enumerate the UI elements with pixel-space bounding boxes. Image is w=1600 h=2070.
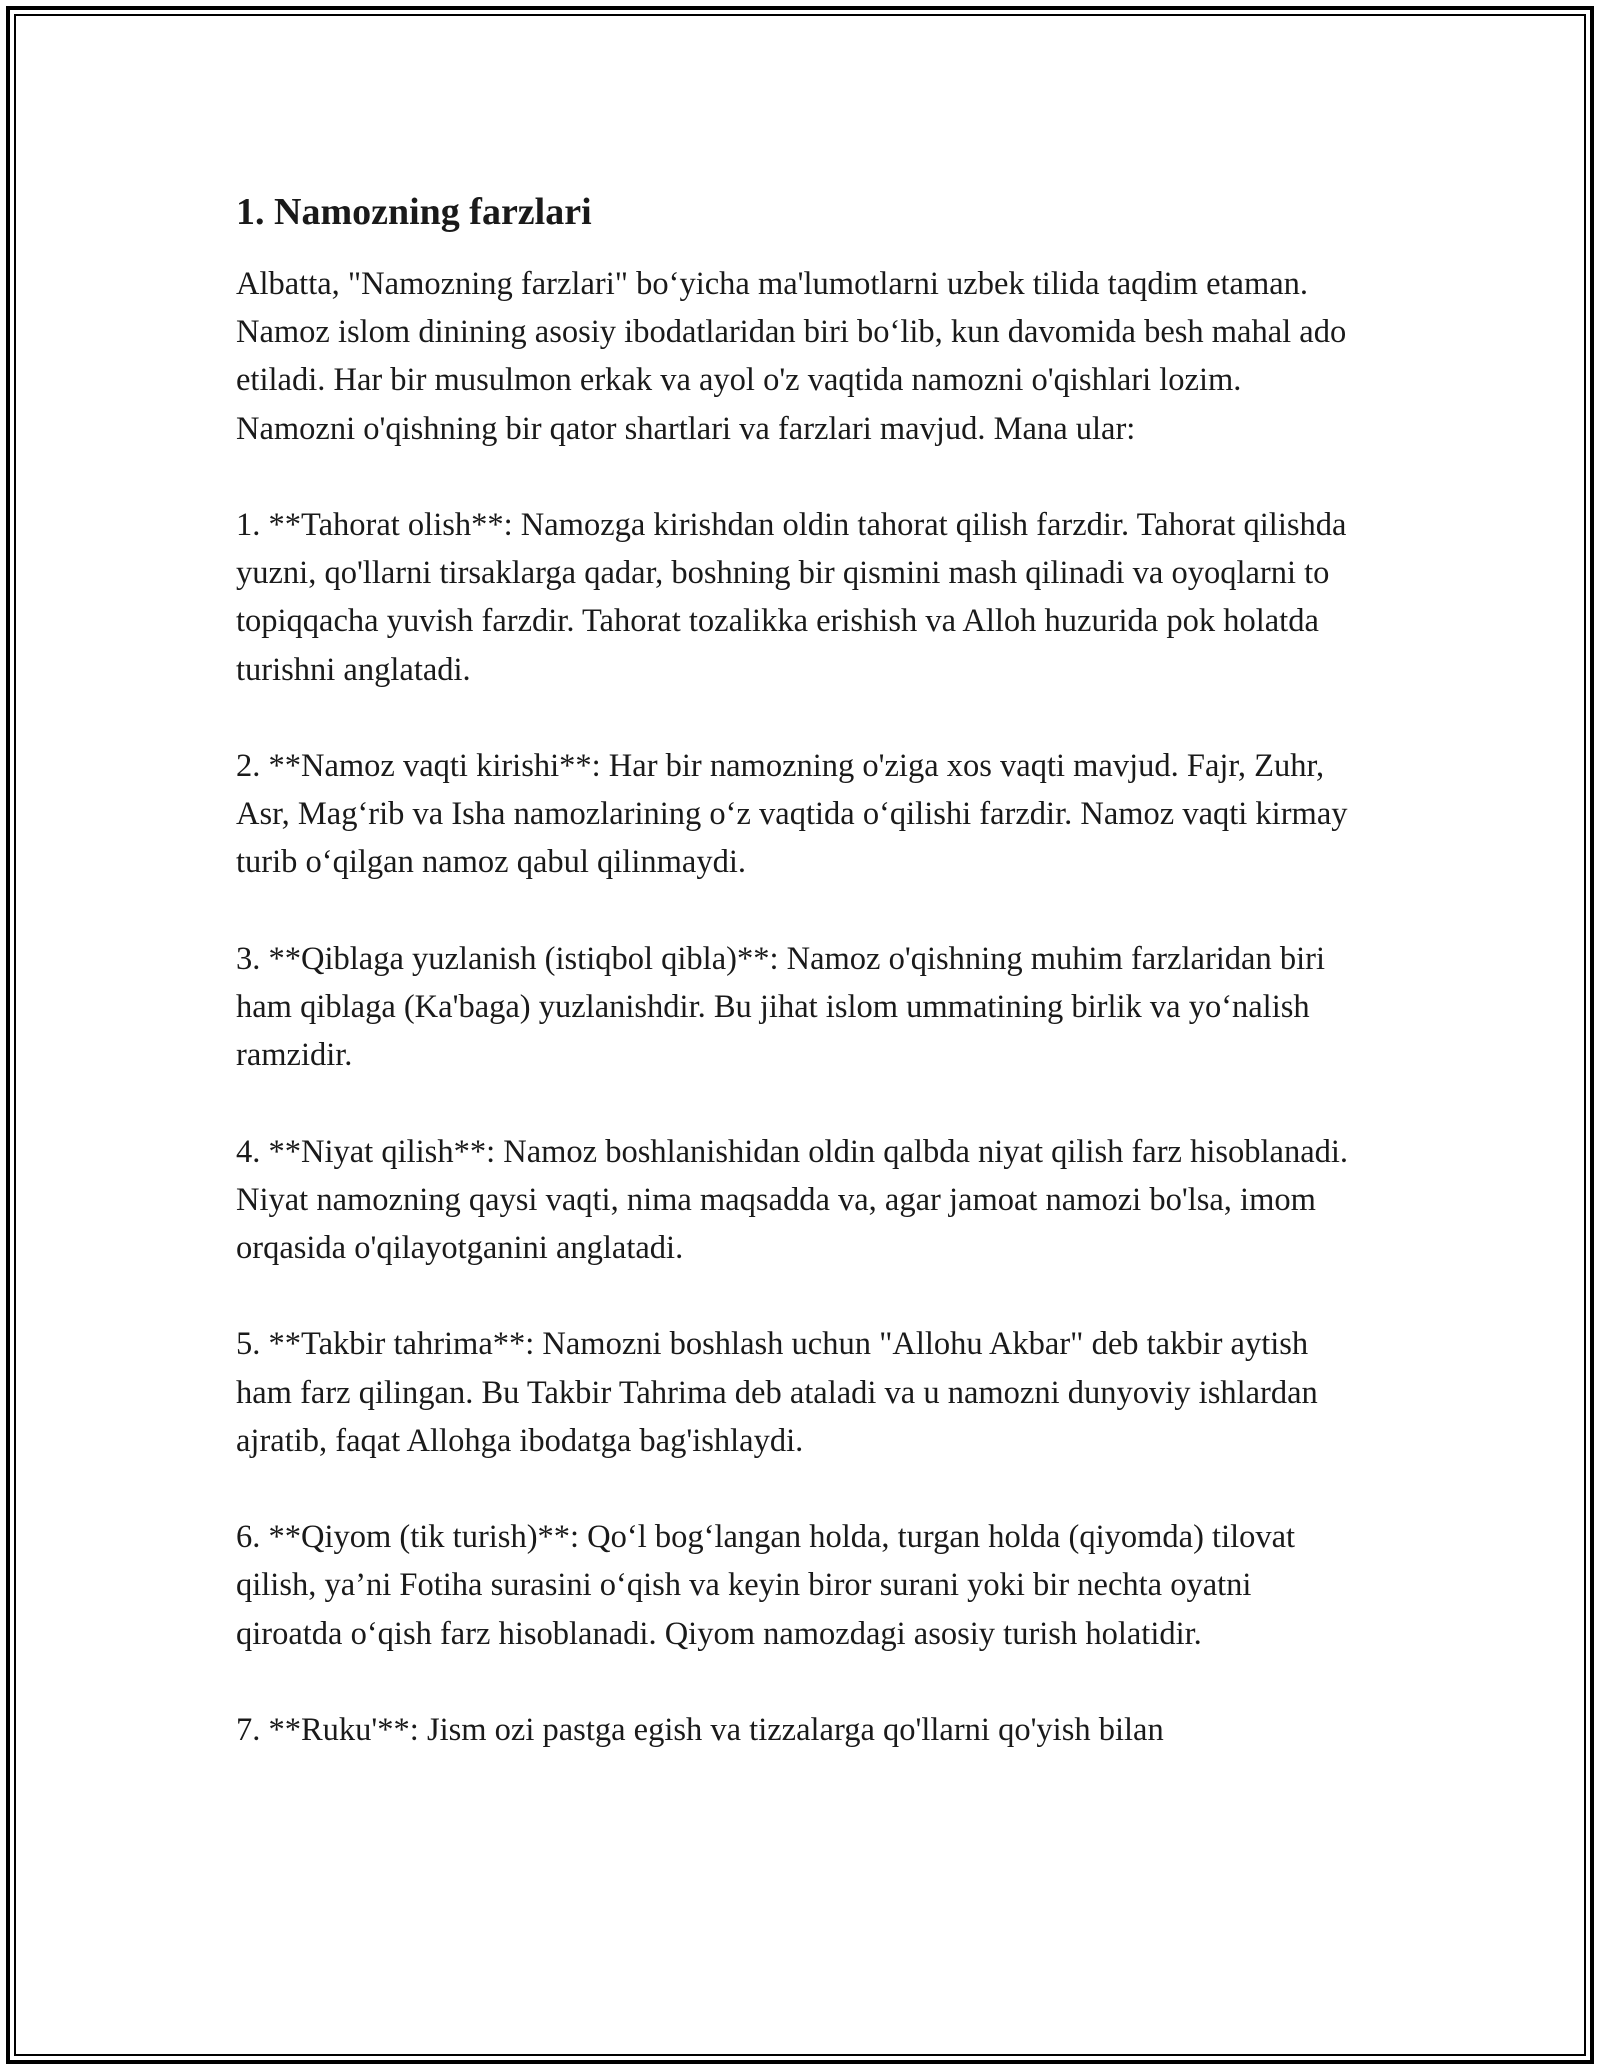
paragraph-item-1: 1. **Tahorat olish**: Namozga kirishdan oldin tahorat qilish farzdir. Tahorat qilishda yuzni, qo'llarni tirsaklarga qadar, boshning bir qismini mash qilinadi va oyoqlarni to topiqqacha yuvish farzdir. Tahorat tozalikka erishish va Alloh huzurida pok holatda turishni anglatadi. — [236, 507, 1347, 688]
paragraph-item-2: 2. **Namoz vaqti kirishi**: Har bir namozning o'ziga xos vaqti mavjud. Fajr, Zuhr, Asr, Mag‘rib va Isha namozlarining o‘z vaqtida o‘qilishi farzdir. Namoz vaqti kirmay turib o‘qilgan namoz qabul qilinmaydi. — [236, 748, 1348, 881]
paragraph-intro: Albatta, "Namozning farzlari" bo‘yicha ma'lumotlarni uzbek tilida taqdim etaman. Namoz islom dinining asosiy ibodatlaridan biri bo‘lib, kun davomida besh mahal ado etiladi. Har bir musulmon erkak va ayol o'z vaqtida namozni o'qishlari lozim. Namozni o'qishning bir qator shartlari va farzlari mavjud. Mana ular: — [236, 266, 1347, 447]
paragraph-item-3: 3. **Qiblaga yuzlanish (istiqbol qibla)**: Namoz o'qishning muhim farzlaridan biri ham qiblaga (Ka'baga) yuzlanishdir. Bu jihat islom ummatining birlik va yo‘nalish ramzidir. — [236, 940, 1325, 1074]
paragraph-item-6: 6. **Qiyom (tik turish)**: Qo‘l bog‘langan holda, turgan holda (qiyomda) tilovat qilish, ya’ni Fotiha surasini o‘qish va keyin biror surani yoki bir nechta oyatni qiroatda o‘qish farz hisoblanadi. Qiyom namozdagi asosiy turish holatidir. — [236, 1519, 1296, 1652]
document-title: 1. Namozning farzlari — [236, 191, 592, 233]
paragraph-item-5: 5. **Takbir tahrima**: Namozni boshlash uchun "Allohu Akbar" deb takbir aytish ham farz qilingan. Bu Takbir Tahrima deb ataladi va u namozni dunyoviy ishlardan ajratib, faqat Allohga ibodatga bag'ishlaydi. — [236, 1326, 1318, 1459]
document-body — [236, 188, 1366, 1802]
paragraph-item-7: 7. **Ruku'**: Jism ozi pastga egish va tizzalarga qo'llarni qo'yish bilan — [236, 1711, 1164, 1748]
paragraph-item-4: 4. **Niyat qilish**: Namoz boshlanishidan oldin qalbda niyat qilish farz hisoblanadi. Niyat namozning qaysi vaqti, nima maqsadda va, agar jamoat namozi bo'lsa, imom orqasida o'qilayotganini anglatadi. — [236, 1133, 1349, 1266]
